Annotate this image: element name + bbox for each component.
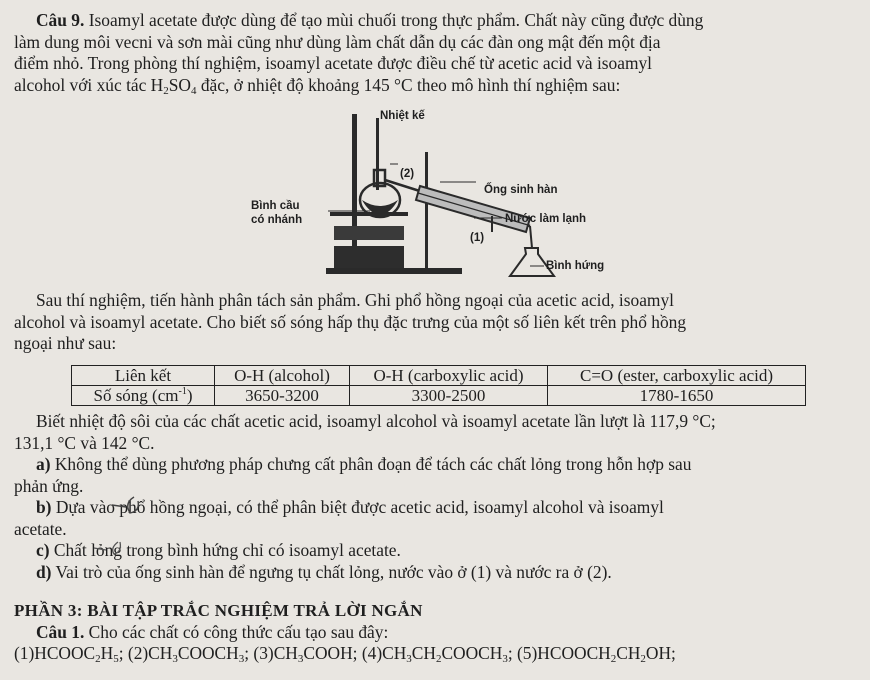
formula-part: CH (616, 643, 641, 663)
formula-4 (362, 643, 517, 663)
heater-body (334, 246, 404, 268)
formula-part: H (100, 643, 114, 663)
statement-c-label: c) (36, 540, 50, 560)
after-line-2: alcohol và isoamyl acetate. Cho biết số sóng hấp thụ đặc trưng của một số liên kết trên phổ hồng (14, 311, 687, 332)
formula-part: (2)CH (127, 643, 173, 663)
formula-part: (5)HCOOCH (517, 643, 611, 663)
statement-d-label: d) (36, 561, 52, 582)
formula-part: (3)CH (253, 643, 298, 663)
intro-line-1: Isoamyl acetate được dùng để tạo mùi chuối trong thực phẩm. Chất này cũng được dùng (88, 10, 704, 30)
distillation-apparatus-diagram (230, 108, 630, 284)
table-cell: C=O (ester, carboxylic acid) (548, 366, 806, 386)
boiling-point-line-2: 131,1 °C và 142 °C. (14, 432, 155, 453)
formula-part: ; (244, 643, 254, 663)
q9-intro (14, 10, 856, 96)
subscript: 4 (190, 84, 197, 97)
table-cell: O-H (alcohol) (215, 366, 350, 386)
formula-1 (14, 643, 128, 663)
table-cell: Liên kết (72, 366, 215, 386)
intro-line-4e: đặc, ở nhiệt độ khoảng 145 °C theo mô hình thí nghiệm sau: (196, 74, 621, 95)
adapter (530, 226, 532, 248)
intro-line-2: làm dung môi vecni và sơn mài cũng như dùng làm chất dẫn dụ các đàn ong mật đến một địa (14, 31, 661, 52)
formula-list (14, 643, 856, 665)
statement-a-text-2: phản ứng. (14, 475, 84, 496)
table-row (72, 366, 806, 386)
statement-c-text: Chất lỏng trong bình hứng chỉ có isoamyl acetate. (49, 540, 401, 560)
label-flask-2: có nhánh (251, 214, 303, 226)
subscript: 2 (163, 84, 169, 97)
condenser-stand-rod (425, 152, 428, 270)
ir-bond-table (71, 365, 806, 406)
label-cooling-water: Nước làm lạnh (505, 213, 587, 225)
formula-part: COOH (303, 643, 353, 663)
label-inlet-1: (1) (470, 232, 485, 244)
thermometer (376, 118, 379, 190)
formula-3 (253, 643, 361, 663)
table-cell: 3650-3200 (215, 386, 350, 406)
condenser-stand-base (418, 268, 462, 274)
subscript: 2 (435, 653, 442, 665)
question-number: Câu 1. (36, 621, 85, 642)
subscript: 3 (238, 653, 245, 665)
formula-part: (1)HCOOC (14, 643, 96, 663)
subscript: 3 (406, 653, 412, 665)
section-heading: PHẦN 3: BÀI TẬP TRẮC NGHIỆM TRẢ LỜI NGẮN (14, 601, 423, 620)
formula-part: COOCH (177, 643, 239, 663)
after-line-3: ngoại như sau: (14, 333, 117, 353)
flask-clamp (330, 212, 408, 216)
formula-part: (4)CH (361, 643, 407, 663)
formula-part: OH; (645, 643, 676, 663)
stand-base (326, 268, 418, 274)
label-condenser: Ống sinh hàn (484, 184, 558, 196)
formula-part: CH (411, 643, 436, 663)
table-cell: O-H (carboxylic acid) (350, 366, 548, 386)
intro-line-4c: SO (168, 74, 191, 95)
superscript: -1 (178, 386, 187, 397)
label-outlet-2: (2) (400, 168, 415, 180)
statement-b-text: Dựa vào phổ hồng ngoại, có thể phân biệt được acetic acid, isoamyl alcohol và isoamyl (51, 497, 664, 517)
row-label: Số sóng (cm (93, 386, 179, 405)
statement-a-text: Không thể dùng phương pháp chưng cất phân đoạn để tách các chất lỏng trong hỗn hợp sau (50, 454, 692, 474)
handwritten-mark-a (110, 495, 150, 517)
after-line-1: Sau thí nghiệm, tiến hành phân tách sản phẩm. Ghi phổ hồng ngoại của acetic acid, isoamyl (36, 290, 674, 310)
formula-part: ; (352, 643, 362, 663)
q9-after (14, 290, 856, 355)
statement-b-label: b) (36, 497, 52, 517)
table-cell: 1780-1650 (548, 386, 806, 406)
apparatus-drawing (230, 108, 630, 284)
formula-2 (128, 643, 254, 663)
subscript: 3 (297, 653, 304, 665)
formula-part: COOCH (441, 643, 503, 663)
table-cell (72, 386, 215, 406)
table-row (72, 386, 806, 406)
formula-part: ; (118, 643, 128, 663)
subscript: 3 (172, 653, 178, 665)
subscript: 2 (640, 653, 646, 665)
boiling-point-line-1: Biết nhiệt độ sôi của các chất acetic acid, isoamyl alcohol và isoamyl acetate lần lượt là 117,9 °C; (36, 411, 716, 431)
table-cell: 3300-2500 (350, 386, 548, 406)
part3 (14, 600, 856, 665)
handwritten-mark-b (92, 538, 132, 558)
statement-d-text: Vai trò của ống sinh hàn để ngưng tụ chất lỏng, nước vào ở (1) và nước ra ở (2). (51, 561, 612, 582)
intro-line-3: điểm nhỏ. Trong phòng thí nghiệm, isoamyl acetate được điều chế từ acetic acid và isoamyl (14, 53, 653, 73)
subscript: 3 (502, 653, 508, 665)
statement-b-text-2: acetate. (14, 518, 67, 539)
intro-line-4a: alcohol với xúc tác H (14, 74, 164, 95)
formula-part: ; (507, 643, 518, 663)
subscript: 2 (610, 653, 617, 665)
heater-top (334, 226, 404, 240)
label-thermometer: Nhiệt kế (380, 110, 425, 122)
q1-text: Cho các chất có công thức cấu tạo sau đây: (84, 621, 389, 642)
question-number: Câu 9. (36, 10, 85, 30)
subscript: 5 (113, 653, 119, 665)
subscript: 2 (95, 653, 101, 665)
formula-5 (517, 643, 676, 663)
statement-a-label: a) (36, 454, 51, 474)
label-flask-1: Bình cầu (251, 200, 300, 212)
row-label-close: ) (186, 386, 193, 405)
label-receiver: Bình hứng (546, 260, 605, 272)
